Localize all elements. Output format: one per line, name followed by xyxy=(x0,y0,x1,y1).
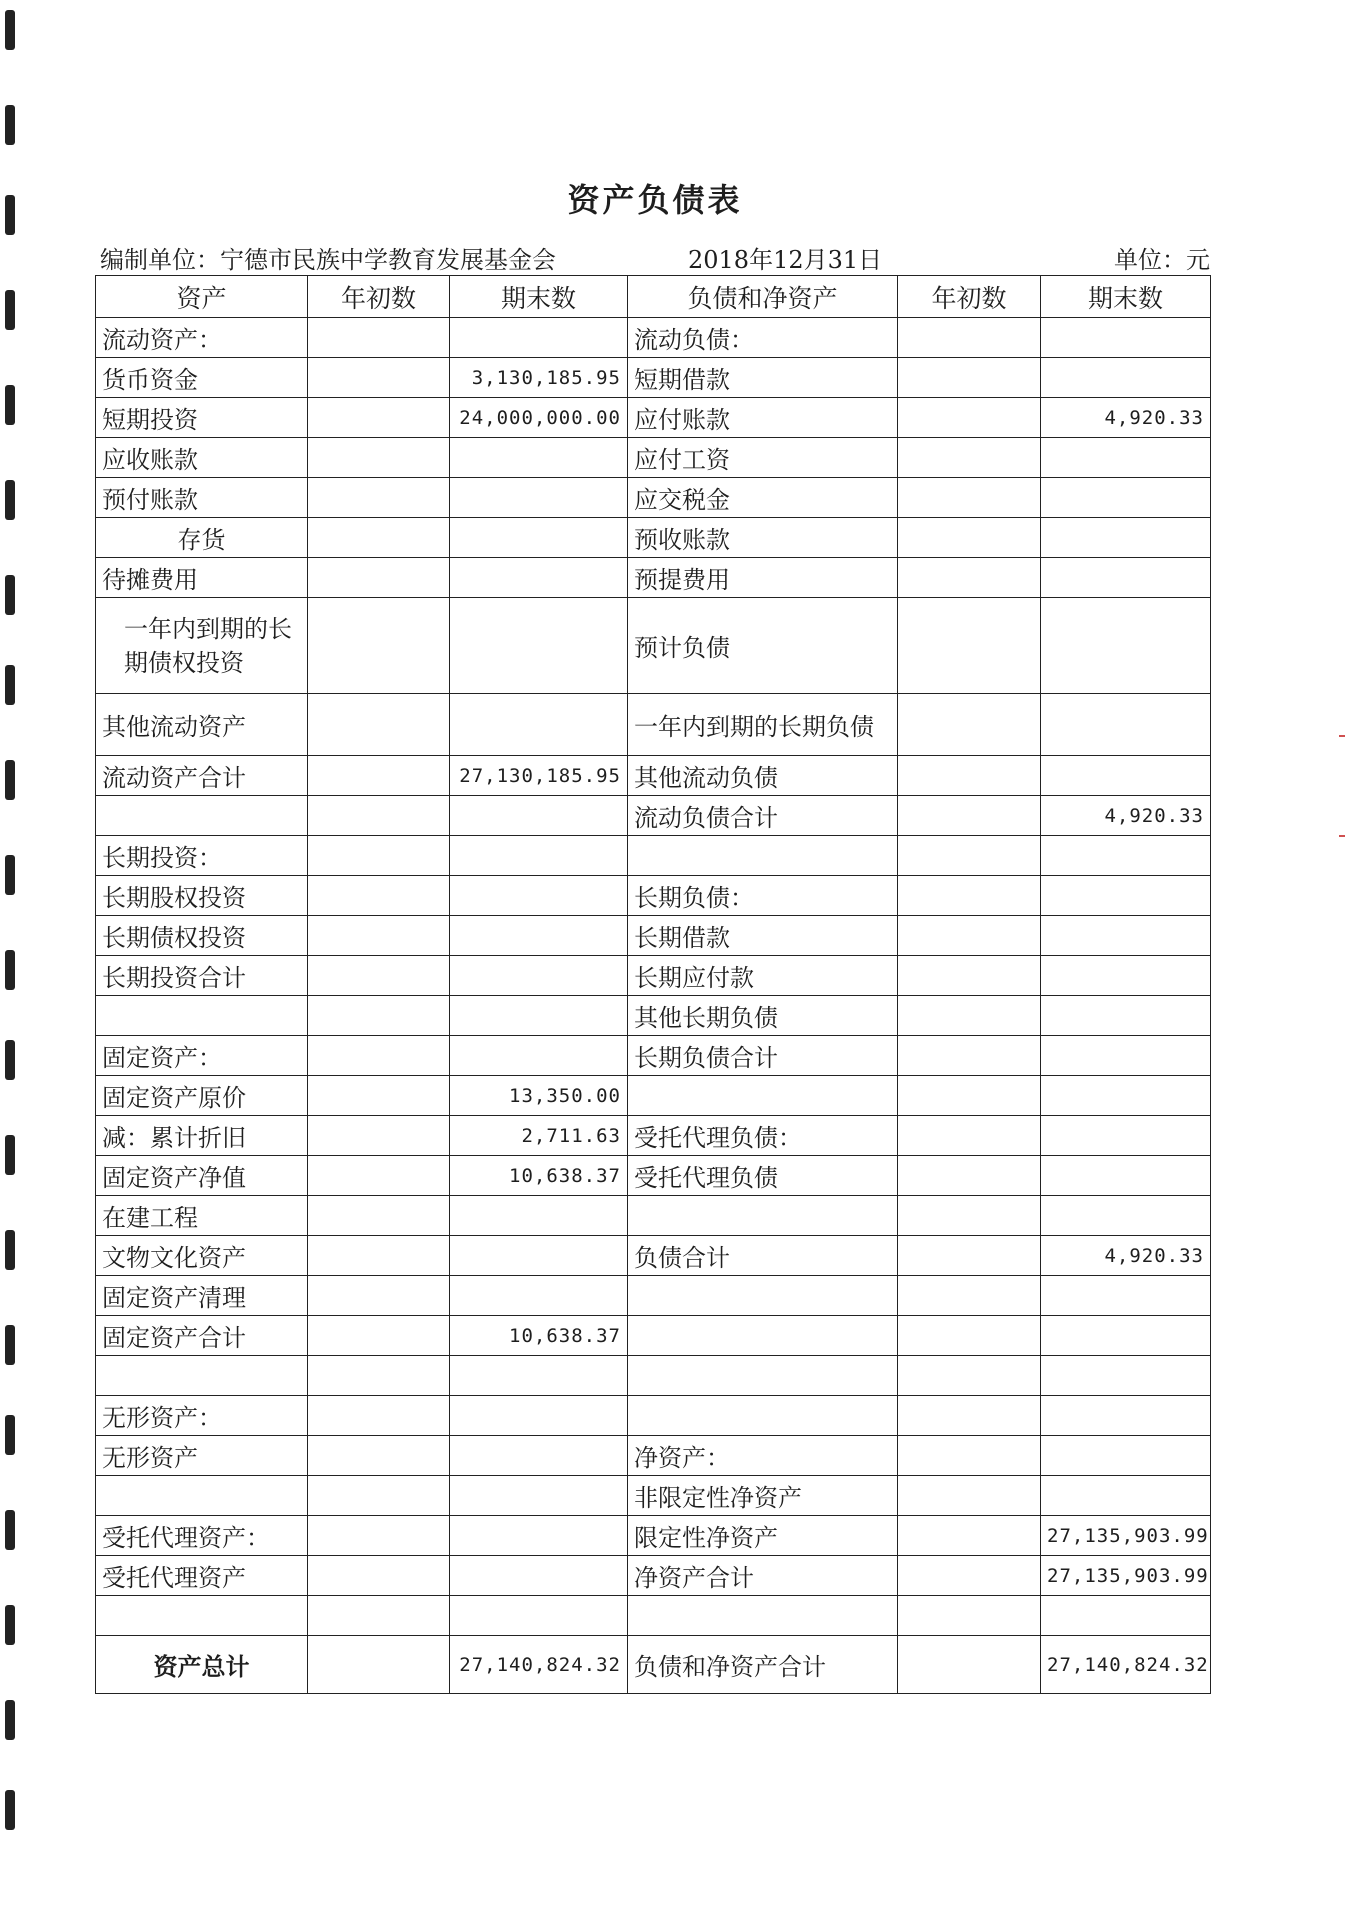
asset-label: 文物文化资产 xyxy=(96,1236,308,1276)
asset-beginning-value xyxy=(308,438,450,478)
liability-ending-value xyxy=(1041,1276,1211,1316)
asset-ending-value: 27,140,824.32 xyxy=(450,1636,628,1694)
asset-beginning-value xyxy=(308,996,450,1036)
liability-ending-value: 4,920.33 xyxy=(1041,398,1211,438)
asset-ending-value xyxy=(450,796,628,836)
liability-label: 限定性净资产 xyxy=(628,1516,898,1556)
asset-label: 待摊费用 xyxy=(96,558,308,598)
table-row xyxy=(96,1156,1211,1196)
liability-ending-value: 27,140,824.32 xyxy=(1041,1636,1211,1694)
asset-label: 固定资产净值 xyxy=(96,1156,308,1196)
liability-label: 净资产合计 xyxy=(628,1556,898,1596)
liability-label: 应交税金 xyxy=(628,478,898,518)
liability-ending-value xyxy=(1041,916,1211,956)
asset-beginning-value xyxy=(308,1276,450,1316)
table-row xyxy=(96,558,1211,598)
asset-label: 固定资产： xyxy=(96,1036,308,1076)
asset-beginning-value xyxy=(308,518,450,558)
liability-beginning-value xyxy=(898,1276,1041,1316)
liability-ending-value xyxy=(1041,996,1211,1036)
liability-ending-value xyxy=(1041,1396,1211,1436)
asset-beginning-value xyxy=(308,1396,450,1436)
asset-label: 其他流动资产 xyxy=(96,694,308,756)
asset-label xyxy=(96,796,308,836)
asset-beginning-value xyxy=(308,796,450,836)
liability-ending-value: 4,920.33 xyxy=(1041,796,1211,836)
asset-beginning-value xyxy=(308,1476,450,1516)
table-row xyxy=(96,1316,1211,1356)
liability-label xyxy=(628,1396,898,1436)
asset-ending-value xyxy=(450,1276,628,1316)
asset-beginning-value xyxy=(308,756,450,796)
asset-label xyxy=(96,1356,308,1396)
asset-beginning-value xyxy=(308,1436,450,1476)
asset-label: 货币资金 xyxy=(96,358,308,398)
liability-ending-value xyxy=(1041,358,1211,398)
table-row xyxy=(96,694,1211,756)
liability-label: 流动负债： xyxy=(628,318,898,358)
binding-hole xyxy=(5,480,15,520)
asset-ending-value xyxy=(450,1556,628,1596)
liability-beginning-value xyxy=(898,398,1041,438)
column-header: 年初数 xyxy=(898,276,1041,318)
liability-ending-value xyxy=(1041,1596,1211,1636)
asset-beginning-value xyxy=(308,836,450,876)
liability-label xyxy=(628,1316,898,1356)
asset-beginning-value xyxy=(308,398,450,438)
liability-label xyxy=(628,1076,898,1116)
asset-ending-value: 2,711.63 xyxy=(450,1116,628,1156)
binding-hole xyxy=(5,575,15,615)
liability-label: 流动负债合计 xyxy=(628,796,898,836)
asset-ending-value xyxy=(450,1396,628,1436)
liability-label: 受托代理负债： xyxy=(628,1116,898,1156)
asset-beginning-value xyxy=(308,916,450,956)
asset-beginning-value xyxy=(308,1116,450,1156)
liability-label xyxy=(628,836,898,876)
margin-mark xyxy=(1339,735,1345,737)
liability-label: 负债和净资产合计 xyxy=(628,1636,898,1694)
asset-beginning-value xyxy=(308,1156,450,1196)
asset-label: 流动资产： xyxy=(96,318,308,358)
asset-ending-value xyxy=(450,876,628,916)
liability-beginning-value xyxy=(898,318,1041,358)
liability-label: 非限定性净资产 xyxy=(628,1476,898,1516)
liability-ending-value xyxy=(1041,558,1211,598)
binding-hole xyxy=(5,760,15,800)
asset-ending-value xyxy=(450,1436,628,1476)
liability-ending-value xyxy=(1041,318,1211,358)
asset-label: 资产总计 xyxy=(96,1636,308,1694)
asset-label: 应收账款 xyxy=(96,438,308,478)
binding-hole xyxy=(5,10,15,50)
asset-label: 无形资产 xyxy=(96,1436,308,1476)
liability-ending-value: 27,135,903.99 xyxy=(1041,1516,1211,1556)
table-row xyxy=(96,398,1211,438)
table-row xyxy=(96,1076,1211,1116)
balance-sheet-table xyxy=(95,275,1211,1694)
liability-ending-value xyxy=(1041,1356,1211,1396)
liability-beginning-value xyxy=(898,1156,1041,1196)
liability-label: 长期负债： xyxy=(628,876,898,916)
asset-label xyxy=(96,1596,308,1636)
liability-beginning-value xyxy=(898,796,1041,836)
liability-label: 长期借款 xyxy=(628,916,898,956)
table-row xyxy=(96,518,1211,558)
asset-beginning-value xyxy=(308,358,450,398)
asset-ending-value xyxy=(450,956,628,996)
liability-label: 应付账款 xyxy=(628,398,898,438)
liability-ending-value xyxy=(1041,518,1211,558)
liability-beginning-value xyxy=(898,1476,1041,1516)
binding-hole xyxy=(5,950,15,990)
column-header: 资产 xyxy=(96,276,308,318)
asset-beginning-value xyxy=(308,956,450,996)
liability-beginning-value xyxy=(898,1356,1041,1396)
liability-ending-value xyxy=(1041,1156,1211,1196)
asset-ending-value: 3,130,185.95 xyxy=(450,358,628,398)
asset-ending-value xyxy=(450,1476,628,1516)
table-row xyxy=(96,996,1211,1036)
liability-label: 长期应付款 xyxy=(628,956,898,996)
column-header: 负债和净资产 xyxy=(628,276,898,318)
liability-beginning-value xyxy=(898,836,1041,876)
liability-beginning-value xyxy=(898,1596,1041,1636)
asset-ending-value xyxy=(450,1196,628,1236)
asset-label: 长期投资： xyxy=(96,836,308,876)
liability-ending-value xyxy=(1041,1476,1211,1516)
binding-hole xyxy=(5,290,15,330)
table-row xyxy=(96,756,1211,796)
liability-beginning-value xyxy=(898,598,1041,694)
asset-label: 受托代理资产 xyxy=(96,1556,308,1596)
asset-beginning-value xyxy=(308,876,450,916)
asset-ending-value xyxy=(450,438,628,478)
asset-beginning-value xyxy=(308,1036,450,1076)
table-row xyxy=(96,796,1211,836)
asset-beginning-value xyxy=(308,1516,450,1556)
table-row xyxy=(96,478,1211,518)
table-row xyxy=(96,598,1211,694)
liability-ending-value xyxy=(1041,956,1211,996)
table-row xyxy=(96,956,1211,996)
asset-ending-value xyxy=(450,1596,628,1636)
table-row xyxy=(96,1236,1211,1276)
liability-beginning-value xyxy=(898,876,1041,916)
liability-ending-value xyxy=(1041,478,1211,518)
binding-hole xyxy=(5,1605,15,1645)
asset-label xyxy=(96,1476,308,1516)
liability-label: 短期借款 xyxy=(628,358,898,398)
liability-beginning-value xyxy=(898,694,1041,756)
binding-hole xyxy=(5,1700,15,1740)
asset-beginning-value xyxy=(308,1316,450,1356)
liability-beginning-value xyxy=(898,518,1041,558)
asset-beginning-value xyxy=(308,694,450,756)
asset-label: 固定资产原价 xyxy=(96,1076,308,1116)
liability-ending-value xyxy=(1041,438,1211,478)
binding-hole xyxy=(5,1790,15,1830)
asset-ending-value: 10,638.37 xyxy=(450,1156,628,1196)
asset-ending-value xyxy=(450,1236,628,1276)
asset-ending-value xyxy=(450,694,628,756)
asset-label: 减：累计折旧 xyxy=(96,1116,308,1156)
liability-label xyxy=(628,1356,898,1396)
column-header: 期末数 xyxy=(450,276,628,318)
currency-unit: 单位：元 xyxy=(1114,246,1210,274)
table-row xyxy=(96,1276,1211,1316)
table-row xyxy=(96,1396,1211,1436)
column-header: 期末数 xyxy=(1041,276,1211,318)
asset-label: 短期投资 xyxy=(96,398,308,438)
asset-beginning-value xyxy=(308,558,450,598)
liability-beginning-value xyxy=(898,1236,1041,1276)
liability-ending-value xyxy=(1041,694,1211,756)
asset-ending-value xyxy=(450,1516,628,1556)
table-row xyxy=(96,1556,1211,1596)
binding-hole xyxy=(5,1325,15,1365)
liability-label xyxy=(628,1596,898,1636)
liability-ending-value xyxy=(1041,598,1211,694)
liability-beginning-value xyxy=(898,1556,1041,1596)
asset-label: 在建工程 xyxy=(96,1196,308,1236)
binding-hole xyxy=(5,385,15,425)
asset-ending-value xyxy=(450,836,628,876)
binding-hole xyxy=(5,1510,15,1550)
asset-beginning-value xyxy=(308,1236,450,1276)
liability-beginning-value xyxy=(898,558,1041,598)
binding-hole xyxy=(5,665,15,705)
liability-label: 其他流动负债 xyxy=(628,756,898,796)
liability-ending-value: 27,135,903.99 xyxy=(1041,1556,1211,1596)
asset-beginning-value xyxy=(308,598,450,694)
table-row xyxy=(96,438,1211,478)
document-title: 资产负债表 xyxy=(567,181,743,219)
liability-beginning-value xyxy=(898,1196,1041,1236)
liability-label: 其他长期负债 xyxy=(628,996,898,1036)
liability-ending-value xyxy=(1041,1196,1211,1236)
table-header-row xyxy=(96,276,1211,318)
liability-beginning-value xyxy=(898,1076,1041,1116)
liability-ending-value xyxy=(1041,1116,1211,1156)
asset-label: 固定资产合计 xyxy=(96,1316,308,1356)
binding-hole xyxy=(5,855,15,895)
liability-ending-value: 4,920.33 xyxy=(1041,1236,1211,1276)
liability-ending-value xyxy=(1041,1436,1211,1476)
liability-beginning-value xyxy=(898,1436,1041,1476)
table-row xyxy=(96,1516,1211,1556)
liability-beginning-value xyxy=(898,956,1041,996)
asset-beginning-value xyxy=(308,1076,450,1116)
liability-beginning-value xyxy=(898,358,1041,398)
asset-beginning-value xyxy=(308,478,450,518)
compiling-unit: 编制单位：宁德市民族中学教育发展基金会 xyxy=(100,246,556,274)
liability-ending-value xyxy=(1041,1316,1211,1356)
liability-beginning-value xyxy=(898,1516,1041,1556)
liability-beginning-value xyxy=(898,1636,1041,1694)
liability-beginning-value xyxy=(898,996,1041,1036)
liability-label: 预提费用 xyxy=(628,558,898,598)
asset-beginning-value xyxy=(308,1356,450,1396)
asset-beginning-value xyxy=(308,318,450,358)
liability-beginning-value xyxy=(898,1396,1041,1436)
table-row xyxy=(96,836,1211,876)
asset-ending-value: 27,130,185.95 xyxy=(450,756,628,796)
asset-beginning-value xyxy=(308,1196,450,1236)
table-row xyxy=(96,1196,1211,1236)
liability-beginning-value xyxy=(898,916,1041,956)
liability-label: 预收账款 xyxy=(628,518,898,558)
margin-mark xyxy=(1339,835,1345,837)
liability-ending-value xyxy=(1041,1036,1211,1076)
liability-label xyxy=(628,1196,898,1236)
binding-hole xyxy=(5,1230,15,1270)
asset-ending-value xyxy=(450,1036,628,1076)
liability-label xyxy=(628,1276,898,1316)
asset-ending-value xyxy=(450,1356,628,1396)
asset-label: 流动资产合计 xyxy=(96,756,308,796)
asset-label: 长期债权投资 xyxy=(96,916,308,956)
asset-ending-value xyxy=(450,478,628,518)
binding-hole xyxy=(5,1135,15,1175)
liability-label: 一年内到期的长期负债 xyxy=(628,694,898,756)
binding-holes xyxy=(0,0,24,1920)
liability-beginning-value xyxy=(898,478,1041,518)
liability-label: 负债合计 xyxy=(628,1236,898,1276)
binding-hole xyxy=(5,105,15,145)
asset-beginning-value xyxy=(308,1596,450,1636)
asset-ending-value xyxy=(450,318,628,358)
liability-beginning-value xyxy=(898,1316,1041,1356)
liability-label: 净资产： xyxy=(628,1436,898,1476)
table-body xyxy=(96,318,1211,1694)
liability-beginning-value xyxy=(898,1116,1041,1156)
table-row xyxy=(96,1476,1211,1516)
table-row xyxy=(96,1116,1211,1156)
table-row xyxy=(96,1356,1211,1396)
asset-label: 受托代理资产： xyxy=(96,1516,308,1556)
liability-ending-value xyxy=(1041,756,1211,796)
asset-label: 无形资产： xyxy=(96,1396,308,1436)
liability-beginning-value xyxy=(898,1036,1041,1076)
liability-label: 受托代理负债 xyxy=(628,1156,898,1196)
asset-ending-value xyxy=(450,996,628,1036)
asset-ending-value xyxy=(450,916,628,956)
table-row xyxy=(96,1436,1211,1476)
liability-ending-value xyxy=(1041,876,1211,916)
asset-label: 预付账款 xyxy=(96,478,308,518)
binding-hole xyxy=(5,1040,15,1080)
asset-label: 长期投资合计 xyxy=(96,956,308,996)
asset-beginning-value xyxy=(308,1556,450,1596)
asset-ending-value xyxy=(450,558,628,598)
table-row xyxy=(96,1036,1211,1076)
liability-beginning-value xyxy=(898,438,1041,478)
report-date: 2018年12月31日 xyxy=(688,246,883,274)
column-header: 年初数 xyxy=(308,276,450,318)
asset-ending-value: 24,000,000.00 xyxy=(450,398,628,438)
table-row xyxy=(96,876,1211,916)
table-row xyxy=(96,1636,1211,1694)
binding-hole xyxy=(5,1415,15,1455)
liability-label: 应付工资 xyxy=(628,438,898,478)
liability-beginning-value xyxy=(898,756,1041,796)
asset-beginning-value xyxy=(308,1636,450,1694)
asset-ending-value: 13,350.00 xyxy=(450,1076,628,1116)
asset-label: 固定资产清理 xyxy=(96,1276,308,1316)
asset-label: 存货 xyxy=(96,518,308,558)
asset-label: 一年内到期的长期债权投资 xyxy=(96,598,308,694)
table-row xyxy=(96,916,1211,956)
asset-ending-value: 10,638.37 xyxy=(450,1316,628,1356)
asset-label xyxy=(96,996,308,1036)
table-row xyxy=(96,318,1211,358)
liability-label: 长期负债合计 xyxy=(628,1036,898,1076)
liability-ending-value xyxy=(1041,1076,1211,1116)
liability-ending-value xyxy=(1041,836,1211,876)
liability-label: 预计负债 xyxy=(628,598,898,694)
asset-ending-value xyxy=(450,598,628,694)
asset-ending-value xyxy=(450,518,628,558)
table-row xyxy=(96,358,1211,398)
asset-label: 长期股权投资 xyxy=(96,876,308,916)
table-row xyxy=(96,1596,1211,1636)
